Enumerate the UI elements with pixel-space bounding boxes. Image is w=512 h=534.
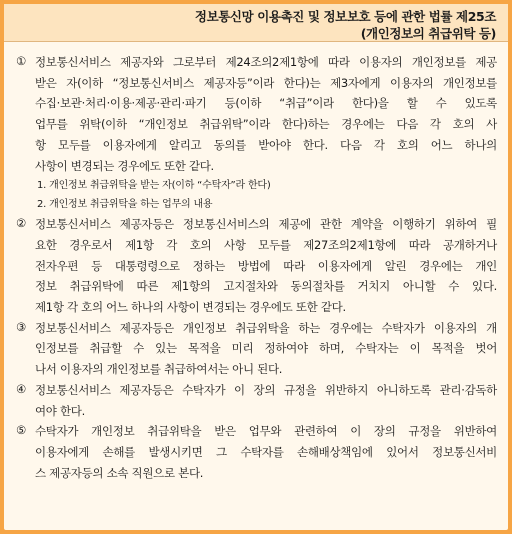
document-header xyxy=(4,4,508,42)
paragraph-line: 인정보를 취급할 수 있는 목적을 미리 정하여야 하며, 수탁자는 이 목적을 벗어 xyxy=(35,341,497,356)
paragraph-line: 정보통신서비스 제공자와 그로부터 제24조의2제1항에 따라 이용자의 개인정보를 제공 xyxy=(35,55,497,69)
paragraph-number: ① xyxy=(16,54,27,68)
paragraph-line: 항 모두를 이용자에게 알리고 동의를 받아야 한다. 다음 각 호의 어느 하나의 xyxy=(35,137,497,152)
paragraph-number: ⑤ xyxy=(16,423,27,438)
paragraph-line: 나서 이용자의 개인정보를 취급하여서는 아니 된다. xyxy=(35,362,283,377)
header-divider xyxy=(4,41,508,42)
paragraph-line: 전자우편 등 대통령령으로 정하는 방법에 따라 이용자에게 알린 경우에는 개인 xyxy=(35,258,497,273)
paragraph-2 xyxy=(4,214,508,318)
paragraph-line: 정보 취급위탁에 따른 제1항의 고지절차와 동의절차를 거치지 아니할 수 있다. xyxy=(35,279,497,294)
law-title: 정보통신망 이용촉진 및 정보보호 등에 관한 법률 제25조 xyxy=(194,9,496,24)
paragraph-line: 업무를 위탁(이하 “개인정보 취급위탁”이라 한다)하는 경우에는 다음 각 호의 사 xyxy=(35,117,497,132)
paragraph-3 xyxy=(4,318,508,380)
paragraph-line: 정보통신서비스 제공자등은 개인정보 취급위탁을 하는 경우에는 수탁자가 이용자의 개 xyxy=(35,320,497,335)
list-item: 1. 개인정보 취급위탁을 받는 자(이하 “수탁자”라 한다) xyxy=(37,180,271,192)
law-subtitle: (개인정보의 취급위탁 등) xyxy=(360,26,496,41)
paragraph-line: 제1항 각 호의 어느 하나의 사항이 변경되는 경우에도 또한 같다. xyxy=(35,300,346,315)
paragraph-number: ③ xyxy=(16,319,27,334)
paragraph-line: 수탁자가 개인정보 취급위탁을 받은 업무와 관련하여 이 장의 규정을 위반하여 xyxy=(35,424,497,439)
paragraph-line: 정보통신서비스 제공자등은 수탁자가 이 장의 규정을 위반하지 아니하도록 관리·감독하 xyxy=(35,382,497,397)
paragraph-line: 받은 자(이하 “정보통신서비스 제공자등”이라 한다)는 제3자에게 이용자의 개인정보를 xyxy=(35,75,497,90)
paragraph-number: ② xyxy=(16,216,27,231)
document-frame xyxy=(4,4,508,530)
paragraph-line: 정보통신서비스 제공자등은 정보통신서비스의 제공에 관한 계약을 이행하기 위하여 필 xyxy=(35,217,497,232)
paragraph-line: 요한 경우로서 제1항 각 호의 사항 모두를 제27조의2제1항에 따라 공개하거나 xyxy=(35,237,497,252)
paragraph-line: 이용자에게 손해를 발생시키면 그 수탁자를 손해배상책임에 있어서 정보통신서비 xyxy=(35,444,497,459)
document-body xyxy=(4,52,508,483)
paragraph-line: 여야 한다. xyxy=(35,403,85,418)
paragraph-line: 수집·보관·처리·이용·제공·관리·파기 등(이하 “취급”이라 한다)을 할 수 있도록 xyxy=(35,96,497,111)
paragraph-1 xyxy=(4,52,508,214)
paragraph-line: 사항이 변경되는 경우에도 또한 같다. xyxy=(35,158,214,173)
paragraph-line: 스 제공자등의 소속 직원으로 본다. xyxy=(35,465,204,480)
paragraph-number: ④ xyxy=(16,381,27,396)
list-item: 2. 개인정보 취급위탁을 하는 업무의 내용 xyxy=(37,199,213,211)
paragraph-4 xyxy=(4,380,508,421)
paragraph-5 xyxy=(4,421,508,483)
